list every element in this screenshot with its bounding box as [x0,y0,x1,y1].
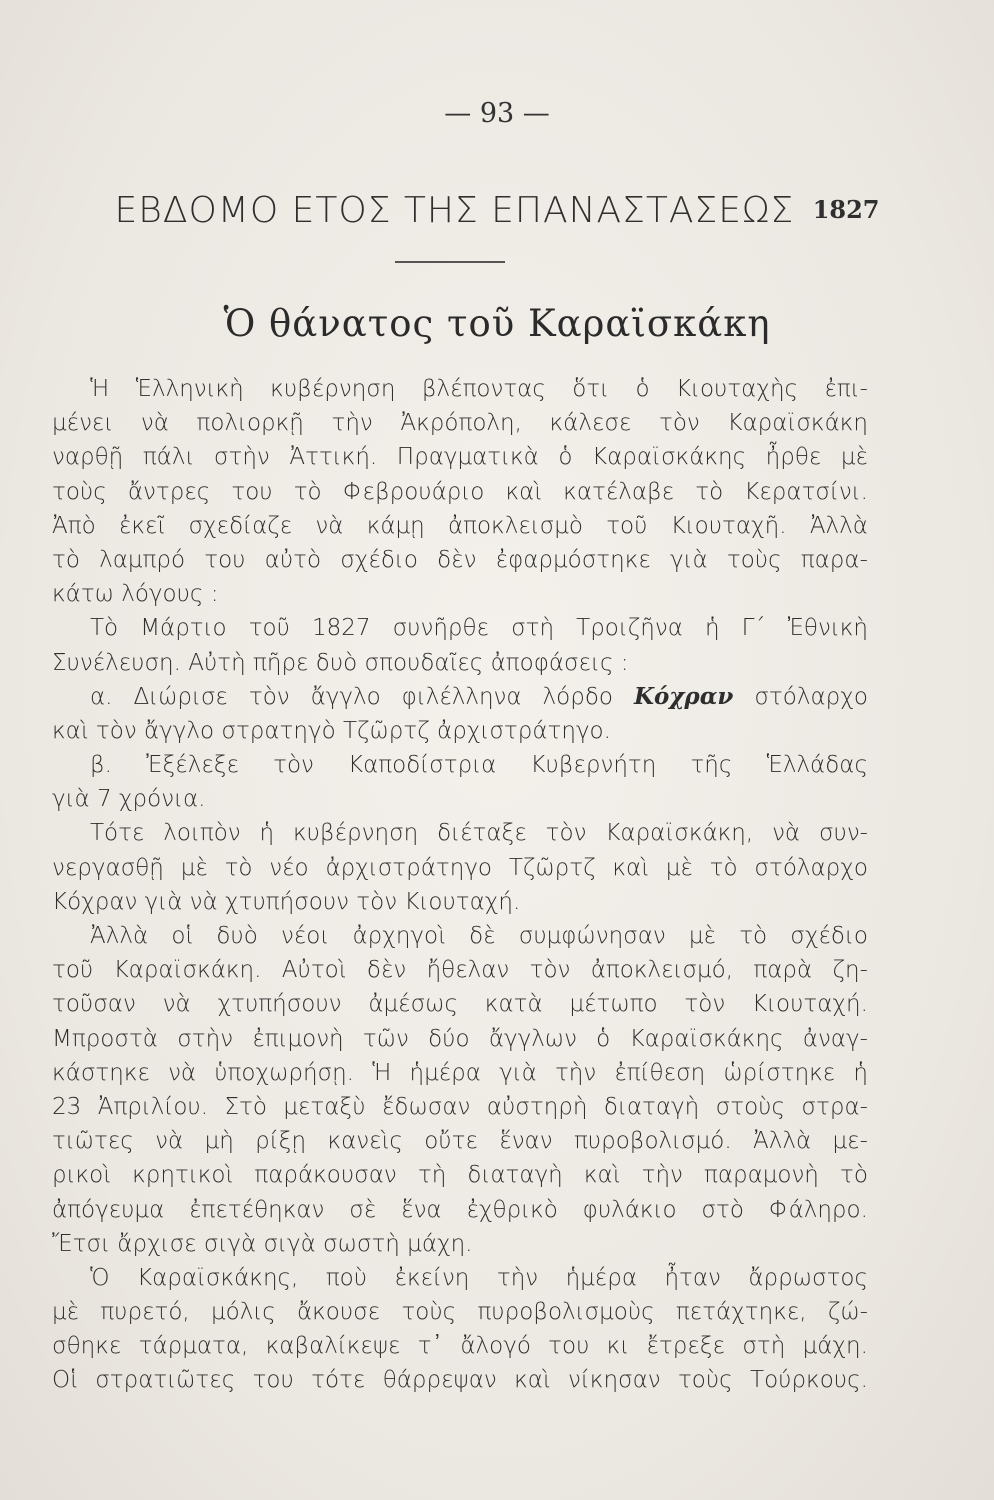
word: του [252,1367,294,1394]
word: ἦταν [664,1264,721,1291]
word: κυβέρνηση [270,376,396,402]
word: Οἱ [52,1367,78,1394]
word: μέτωπο [569,991,658,1018]
word: Ἐθνικὴ [787,615,868,642]
word: Φάληρο. [768,1196,868,1223]
word: ἐφαρμόστηκε [495,546,651,573]
word: σθηκε [52,1333,122,1360]
text-line [52,953,868,987]
word: Ὁ [90,1264,110,1291]
text-line [52,1090,868,1124]
word: τὸ [695,478,724,505]
word: μένει [52,410,114,437]
word: Μάρτιο [140,615,227,642]
word: διαταγὴ [467,1162,563,1189]
word: τὴν [641,1162,683,1189]
word: ἄρρωστος [748,1264,868,1291]
word: τὸ [52,546,80,573]
word: Ἡ [372,1059,392,1086]
word: τὴν [331,410,373,437]
word: ἐπιμονὴ [252,1025,344,1052]
word: τοὺς [677,1367,733,1394]
word: ἐπετέθηκαν [189,1196,325,1223]
word: Διώρισε [133,683,228,710]
text-line [52,1056,868,1090]
word: ἡμέρα [565,1264,637,1291]
word: στὴν [177,1025,234,1052]
word: ὁ [558,444,573,471]
word: μεταξὺ [283,1093,366,1120]
word: δὲν [366,957,407,984]
word: Καραϊσκάκης, [136,1264,299,1291]
word: σχέδιο [790,923,868,949]
word: τιῶτες [52,1128,134,1155]
word: ἄλογό [460,1333,531,1360]
word: ἄγγλων [488,1025,577,1052]
chapter-title-text: ΕΒΔΟΜΟ ΕΤΟΣ ΤΗΣ ΕΠΑΝΑΣΤΑΣΕΩΣ [114,190,795,231]
word: στὴ [742,1333,786,1360]
word: καβαλίκεψε [265,1333,401,1360]
word: στὴ [511,615,555,642]
word: ἀπόγευμα [52,1196,165,1223]
word: Ἀλλὰ [809,512,868,539]
text-line [52,1022,868,1056]
word: α. [90,683,113,710]
word: Κυβερνήτη [530,752,657,779]
word: διέταξε [437,820,527,847]
word: Καραϊσκάκη. [113,957,262,984]
word: ἄγγλο [310,683,381,710]
word: Ἀλλὰ [753,1128,812,1155]
word: τοῦσαν [52,991,136,1018]
word: κάλεσε [549,410,632,437]
word: ἄντρες [127,478,211,505]
word: ζώ- [827,1299,868,1326]
text-line [52,851,868,885]
word: κυβέρνηση [292,820,419,847]
text-line [52,1261,868,1295]
word: νέο [269,854,309,881]
word: 1827 [311,615,371,642]
text-line: Ἔτσι ἄρχισε σιγὰ σιγὰ σωστὴ μάχη. [52,1230,473,1257]
word: κι [606,1333,630,1360]
word: μὲ [180,854,208,881]
word: Καποδίστρια [348,752,497,779]
word: λοιπὸν [163,820,241,847]
word: νέοι [281,923,330,949]
text-line [52,1363,868,1397]
word: τοῦ [606,512,648,539]
word: νὰ [772,820,801,847]
word: τὸν [684,991,726,1018]
word: δὲ [469,923,496,949]
word: φιλέλληνα [401,683,522,710]
word: νίκησαν [568,1367,661,1394]
word: πυροβολισμοὺς [477,1299,655,1326]
text-line [52,1193,868,1227]
word: τὸν [273,752,314,779]
word: Ἑλλάδας [766,752,868,779]
word: ἡ [259,820,275,847]
word: ἐπίθεση [614,1059,706,1086]
word: β. [90,752,112,779]
word: πυρετό, [100,1299,190,1326]
word: ἀποκλεισμό, [590,957,734,984]
text-line: κάτω λόγους : [52,581,219,608]
word: στὴν [213,444,270,471]
word: ἕνα [401,1196,442,1223]
text-line [52,680,868,714]
word: στρατιῶτες [95,1367,236,1394]
body-text [52,372,868,1398]
word: πάλι [142,444,195,471]
word: Καραϊσκάκης [629,1025,784,1052]
word: γιὰ [499,1059,537,1086]
page-number: — 93 — [444,98,550,129]
word: δύο [428,1025,470,1052]
word: ἀναγ- [802,1025,868,1052]
word: τῶν [362,1025,409,1052]
word: Ἀπὸ [52,512,96,539]
word: ἀρχιστράτηγο [325,854,493,881]
word: καὶ [505,478,543,505]
word: ἡ [704,615,720,642]
word: πολιορκῇ [196,410,304,437]
emphasized-name: Κόχραν [633,682,734,710]
word: κάμῃ [366,512,425,539]
word: με- [832,1128,868,1155]
word: μὲ [52,1299,80,1326]
word: στοὺς [715,1093,785,1120]
word: ἔδωσαν [382,1093,471,1120]
word: τὴν [496,1264,539,1291]
word: θάρρεψαν [382,1367,497,1394]
word: σὲ [349,1196,377,1223]
word: ἀμέσως [368,991,458,1018]
word: Ἀπριλίου. [97,1093,209,1120]
word: ἡμέρα [409,1059,481,1086]
word: ὑποχωρήσῃ. [214,1059,354,1086]
word: κανεὶς [327,1128,403,1155]
word: Ἡ [90,376,110,402]
word: οἱ [171,923,194,949]
text-line [52,611,868,645]
word: τὸν [659,410,700,437]
word: τοὺς [726,546,782,573]
word: νεργασθῇ [52,854,164,881]
word: μάχη. [802,1333,868,1360]
word: στὸ [701,1196,744,1223]
word: Καραϊσκάκη, [605,820,754,847]
word: 23 [52,1093,82,1120]
word: ποὺ [325,1264,368,1291]
word: τὴ [417,1162,447,1189]
text-line [52,919,868,953]
word: βλέποντας [421,376,546,402]
text-line [52,372,868,406]
word: Ἑλληνικὴ [135,376,244,402]
text-line [52,543,868,577]
word: ὡρίστηκε [723,1059,836,1086]
word: στόλαρχο [754,683,868,710]
word: ἡ [853,1059,868,1086]
word: νὰ [168,1059,197,1086]
word: πετάχτηκε, [675,1299,807,1326]
word: ἦρθε [765,444,822,471]
word: ρικοὶ [52,1162,112,1189]
word: Κιουταχῆ. [670,512,787,539]
word: ἀρχηγοὶ [352,923,446,949]
word: Γ΄ [741,615,766,642]
word: Αὐτοὶ [281,957,347,984]
word: Τζῶρτζ [508,854,596,881]
word: νὰ [315,512,344,539]
word: Τότε [90,820,145,847]
word: τὸ [709,854,738,881]
word: ἐπι- [824,376,868,402]
word: τὸν [529,957,571,984]
word: Ἀλλὰ [90,923,149,949]
chapter-title [60,190,934,231]
word: κάστηκε [52,1059,150,1086]
text-line [52,748,868,782]
text-line [52,440,868,474]
word: ἤθελαν [426,957,510,984]
word: τὸ [224,854,253,881]
word: Ἀκρόπολη, [400,410,522,437]
word: νὰ [162,991,191,1018]
chapter-year: 1827 [812,195,880,224]
word: καὶ [612,854,649,881]
text-line [52,987,868,1021]
word: ἐκεῖ [118,512,166,539]
word: ἕναν [499,1128,553,1155]
word: Ἐξέλεξε [146,752,240,779]
word: σχέδιο [340,546,418,573]
word: μὴ [204,1128,234,1155]
word: δὲν [437,546,477,573]
word: τὸ [293,478,322,505]
word: φυλάκιο [582,1196,677,1223]
word: μόλις [211,1299,276,1326]
text-line [52,1124,868,1158]
word: οὔτε [424,1128,478,1155]
word: κατέλαβε [563,478,675,505]
word: διαταγὴ [603,1093,700,1120]
word: κρητικοὶ [132,1162,234,1189]
word: του [231,478,273,505]
word: ἔτρεξε [646,1333,726,1360]
word: Κιουταχή. [752,991,868,1018]
word: δυὸ [216,923,258,949]
text-line [52,509,868,543]
word: ὅτι [572,376,610,402]
word: μὲ [688,923,716,949]
word: παραμονὴ [703,1162,819,1189]
word: σχεδίαζε [188,512,293,539]
word: ζη- [832,957,868,984]
word: ναρθῇ [52,444,124,471]
word: Τροιζῆνα [576,615,683,642]
word: συν- [818,820,868,847]
text-line: καὶ τὸν ἄγγλο στρατηγὸ Τζῶρτζ ἀρχιστράτηγο. [52,717,611,744]
word: Καραϊσκάκης [592,444,747,471]
text-line [52,1329,868,1363]
word: καὶ [514,1367,551,1394]
word: τὸ [840,1162,868,1189]
word: κατὰ [484,991,543,1018]
word: τὴν [554,1059,597,1086]
text-line [52,1158,868,1192]
word: τοῦ [52,957,94,984]
text-line [52,406,868,440]
word: τὸ [739,923,768,949]
word: Καραϊσκάκη [727,410,868,437]
word: ὁ [635,376,650,402]
word: μὲ [665,854,693,881]
text-line: γιὰ 7 χρόνια. [52,786,206,813]
word: τοῦ [248,615,290,642]
word: λόρδο [542,683,613,710]
word: ἀποκλεισμὸ [447,512,583,539]
word: στρα- [801,1093,868,1120]
word: του [204,546,246,573]
word: Τὸ [90,615,119,642]
word: τ᾽ [417,1333,444,1360]
word: στόλαρχο [754,854,868,881]
word: τῆς [690,752,733,779]
word: τὸν [545,820,587,847]
word: Στὸ [224,1093,267,1120]
word: πυροβολισμό. [573,1128,732,1155]
word: ὁ [596,1025,611,1052]
word: τοὺς [52,478,107,505]
text-line [52,475,868,509]
word: του [548,1333,590,1360]
text-line [52,816,868,850]
word: ἄκουσε [296,1299,381,1326]
word: γιὰ [670,546,708,573]
word: αὐτὸ [264,546,322,573]
text-line: Συνέλευση. Αὐτὴ πῆρε δυὸ σπουδαῖες ἀποφάσεις : [52,649,629,676]
word: Μπροστὰ [52,1025,158,1052]
word: Κερατσίνι. [744,478,868,505]
word: Φεβρουάριο [342,478,485,505]
word: παράκουσαν [254,1162,397,1189]
word: Τούρκους. [750,1367,868,1394]
word: τότε [311,1367,366,1394]
word: τοὺς [401,1299,457,1326]
word: Ἀττική. [289,444,378,471]
word: καὶ [583,1162,621,1189]
word: Κιουταχὴς [675,376,799,402]
word: συμφώνησαν [518,923,666,949]
word: παρὰ [753,957,813,984]
text-line: Κόχραν γιὰ νὰ χτυπήσουν τὸν Κιουταχή. [52,888,521,915]
word: νὰ [155,1128,184,1155]
section-title: Ὁ θάνατος τοῦ Καραϊσκάκη [223,302,771,345]
word: Πραγματικὰ [396,444,539,471]
word: συνῆρθε [392,615,490,642]
word: παρα- [800,546,868,573]
word: μὲ [840,444,868,471]
word: τὸν [248,683,290,710]
title-divider [395,261,505,263]
word: αὐστηρὴ [486,1093,588,1120]
text-line [52,1295,868,1329]
word: χτυπήσουν [217,991,342,1018]
word: νὰ [140,410,169,437]
word: λαμπρό [99,546,186,573]
word: τάρματα, [138,1333,249,1360]
word: ἐκείνη [394,1264,470,1291]
word: ρίξῃ [255,1128,307,1155]
word: ἐχθρικὸ [466,1196,558,1223]
